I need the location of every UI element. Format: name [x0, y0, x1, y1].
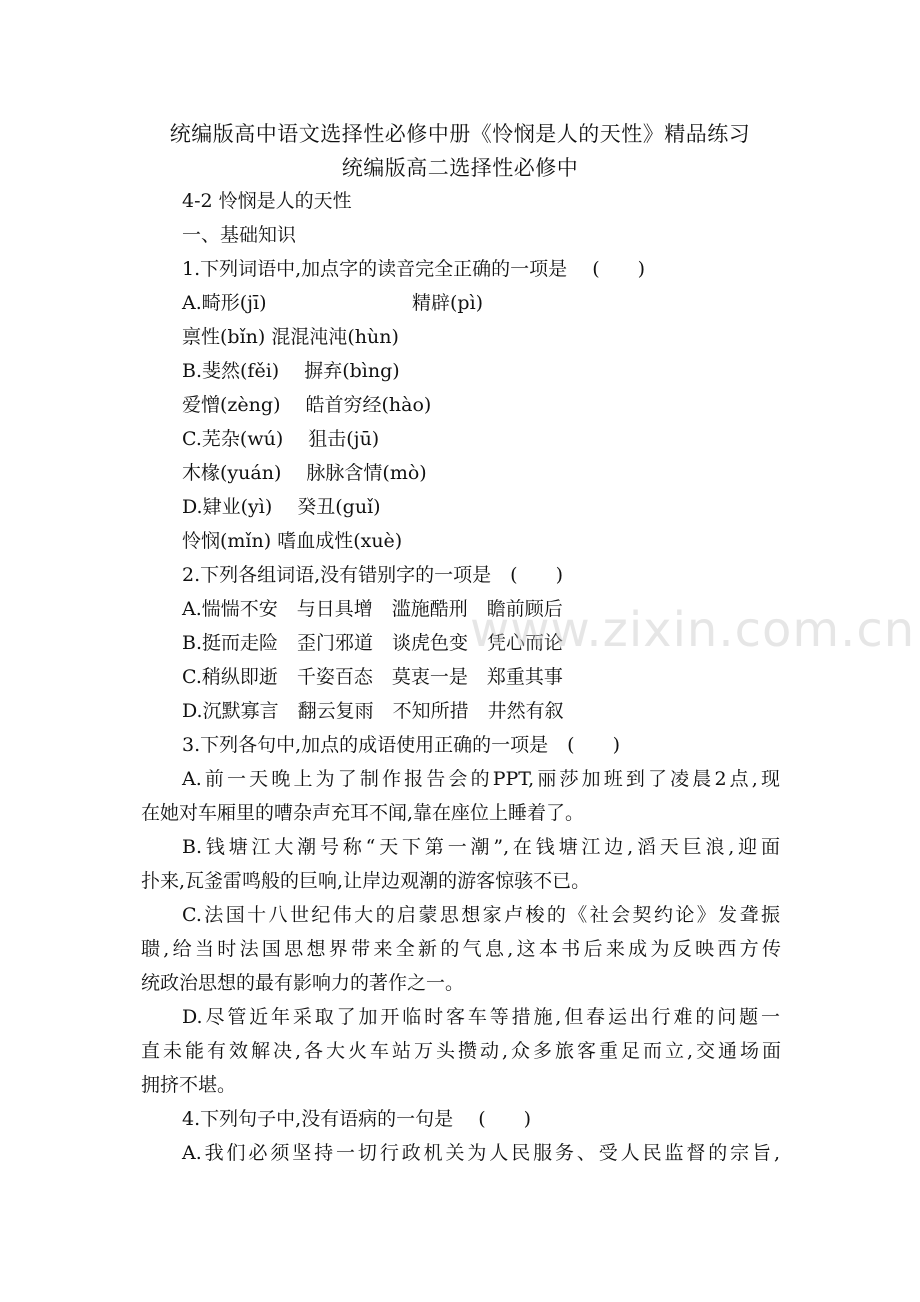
- q3-option-a-line-2: 在她对车厢里的嘈杂声充耳不闻,靠在座位上睡着了。: [141, 802, 585, 824]
- q3-option-b-line-2: 扑来,瓦釜雷鸣般的巨响,让岸边观潮的游客惊骇不已。: [141, 870, 591, 892]
- q1-option-a-1: A.畸形(jī): [182, 292, 267, 314]
- q1-option-b-1: B.斐然(fěi) 摒弃(bìng): [182, 360, 400, 382]
- q4-stem: 4.下列句子中,没有语病的一句是 ( ): [182, 1108, 532, 1130]
- q3-option-d-line-2: 直未能有效解决,各大火车站万头攒动,众多旅客重足而立,交通场面: [141, 1040, 781, 1062]
- section-heading: 一、基础知识: [182, 224, 297, 246]
- watermark: www.zixin.com.cn: [470, 602, 916, 658]
- lesson-heading: 4-2 怜悯是人的天性: [182, 190, 352, 212]
- q1-option-a-2: 精辟(pì): [412, 292, 484, 314]
- q3-option-c-line-3: 统政治思想的最有影响力的著作之一。: [141, 972, 465, 994]
- q2-option-b: B.挺而走险 歪门邪道 谈虎色变 凭心而论: [182, 632, 564, 654]
- document-subtitle: 统编版高二选择性必修中: [341, 156, 579, 180]
- q3-option-d-line-3: 拥挤不堪。: [141, 1074, 237, 1096]
- q4-option-a-line-1: A.我们必须坚持一切行政机关为人民服务、受人民监督的宗旨,: [182, 1142, 780, 1164]
- q2-option-c: C.稍纵即逝 千姿百态 莫衷一是 郑重其事: [182, 666, 563, 688]
- q1-stem: 1.下列词语中,加点字的读音完全正确的一项是 ( ): [182, 258, 646, 280]
- q2-option-a: A.惴惴不安 与日具增 滥施酷刑 瞻前顾后: [182, 598, 563, 620]
- q1-option-c-2: 木椽(yuán) 脉脉含情(mò): [182, 462, 427, 484]
- q1-option-a-3: 禀性(bǐn) 混混沌沌(hùn): [182, 326, 399, 348]
- q3-option-c-line-1: C.法国十八世纪伟大的启蒙思想家卢梭的《社会契约论》发聋振: [182, 904, 780, 926]
- q1-option-b-2: 爱憎(zèng) 皓首穷经(hào): [182, 394, 432, 416]
- q1-option-d-2: 怜悯(mǐn) 嗜血成性(xuè): [182, 530, 403, 552]
- document-title: 统编版高中语文选择性必修中册《怜悯是人的天性》精品练习: [169, 122, 751, 146]
- q3-option-a-line-1: A.前一天晚上为了制作报告会的PPT,丽莎加班到了凌晨2点,现: [182, 768, 780, 790]
- q2-stem: 2.下列各组词语,没有错别字的一项是 ( ): [182, 564, 563, 586]
- q1-option-d-1: D.肄业(yì) 癸丑(guǐ): [182, 496, 381, 518]
- q3-stem: 3.下列各句中,加点的成语使用正确的一项是 ( ): [182, 734, 620, 756]
- q3-option-c-line-2: 聩,给当时法国思想界带来全新的气息,这本书后来成为反映西方传: [141, 938, 781, 960]
- q3-option-b-line-1: B.钱塘江大潮号称“天下第一潮”,在钱塘江边,滔天巨浪,迎面: [182, 836, 780, 858]
- q3-option-d-line-1: D.尽管近年采取了加开临时客车等措施,但春运出行难的问题一: [182, 1006, 780, 1028]
- q1-option-c-1: C.芜杂(wú) 狙击(jū): [182, 428, 380, 450]
- q2-option-d: D.沉默寡言 翻云复雨 不知所措 井然有叙: [182, 700, 564, 722]
